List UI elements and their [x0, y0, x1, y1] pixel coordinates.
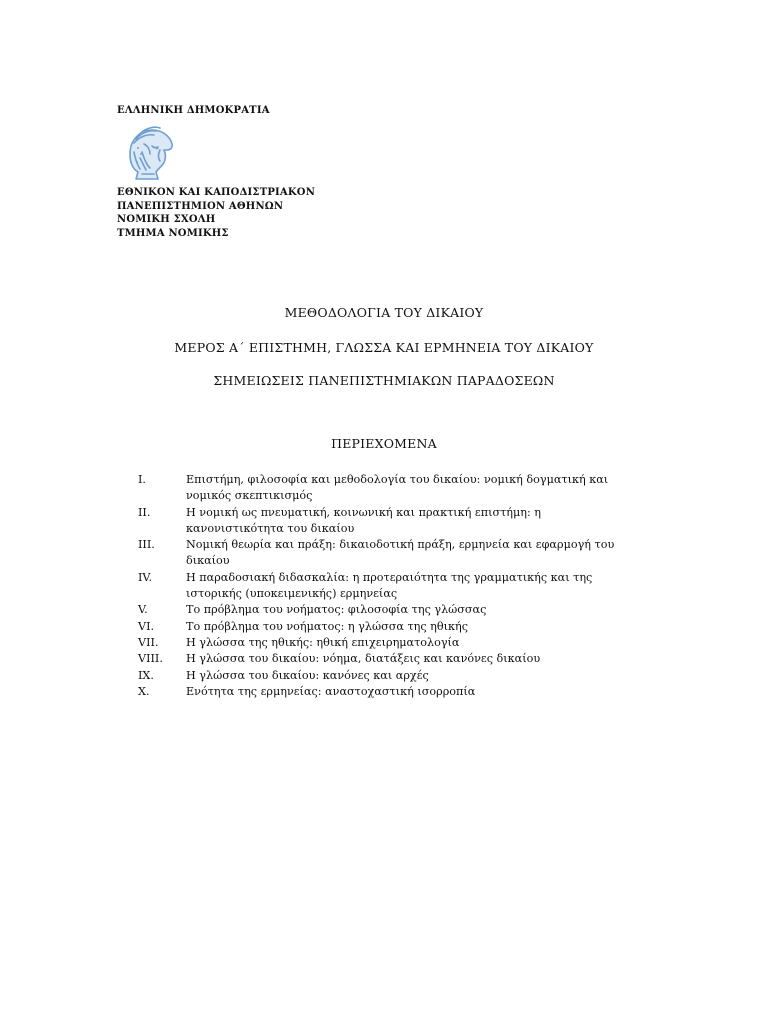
institution-line: ΠΑΝΕΠΙΣΤΗΜΙΟΝ ΑΘΗΝΩΝ: [117, 200, 284, 212]
toc-item: [138, 570, 618, 603]
toc-number: IV.: [138, 570, 153, 584]
toc-title: Επιστήμη, φιλοσοφία και μεθοδολογία του δικαίου: νομική δογματική και νομικός σκεπτικισμός: [186, 473, 609, 503]
toc-title: Η παραδοσιακή διδασκαλία: η προτεραιότητα της γραμματικής και της ιστορικής (υποκειμενικής) ερμηνείας: [186, 570, 593, 601]
toc-number: I.: [138, 473, 146, 486]
notes-label: ΣΗΜΕΙΩΣΕΙΣ ΠΑΝΕΠΙΣΤΗΜΙΑΚΩΝ ΠΑΡΑΔΟΣΕΩΝ: [213, 373, 555, 388]
toc-item: [138, 668, 618, 684]
contents-heading: ΠΕΡΙΕΧΟΜΕΝΑ: [331, 436, 437, 451]
institution-block: [117, 186, 315, 240]
toc-number: VIII.: [138, 652, 163, 666]
toc-item: [138, 651, 618, 667]
toc-title: Η γλώσσα του δικαίου: νόημα, διατάξεις και κανόνες δικαίου: [186, 652, 541, 666]
institution-line: ΝΟΜΙΚΗ ΣΧΟΛΗ: [117, 214, 216, 225]
toc-number: VI.: [138, 619, 155, 633]
institution-line: ΕΘΝΙΚΟΝ ΚΑΙ ΚΑΠΟΔΙΣΤΡΙΑΚΟΝ: [117, 187, 316, 198]
toc-item: [138, 619, 618, 635]
toc-number: III.: [138, 538, 155, 552]
toc-number: V.: [138, 603, 148, 617]
toc-item: [138, 472, 618, 505]
toc-title: Η νομική ως πνευματική, κοινωνική και πρακτική επιστήμη: η κανονιστικότητα του δικαίου: [186, 505, 541, 535]
toc-title: Το πρόβλημα του νοήματος: η γλώσσα της ηθικής: [186, 619, 468, 633]
toc-number: X.: [138, 684, 150, 698]
toc-item: [138, 537, 618, 570]
toc-title: Νομική θεωρία και πράξη: δικαιοδοτική πράξη, ερμηνεία και εφαρμογή του δικαίου: [186, 538, 615, 568]
toc-title: Το πρόβλημα του νοήματος: φιλοσοφία της γλώσσας: [186, 603, 487, 617]
toc-title: Ενότητα της ερμηνείας: αναστοχαστική ισορροπία: [186, 684, 476, 698]
toc-title: Η γλώσσα της ηθικής: ηθική επιχειρηματολογία: [186, 635, 460, 649]
document-title: ΜΕΘΟΔΟΛΟΓΙΑ ΤΟΥ ΔΙΚΑΙΟΥ: [284, 305, 484, 320]
toc-item: [138, 505, 618, 538]
toc-item: [138, 602, 618, 618]
document-subtitle: ΜΕΡΟΣ Α΄ ΕΠΙΣΤΗΜΗ, ΓΛΩΣΣΑ ΚΑΙ ΕΡΜΗΝΕΙΑ ΤΟΥ ΔΙΚΑΙΟΥ: [174, 340, 594, 355]
toc-number: VII.: [138, 635, 159, 649]
toc-title: Η γλώσσα του δικαίου: κανόνες και αρχές: [186, 668, 429, 682]
toc-item: [138, 684, 618, 700]
toc-number: II.: [138, 505, 151, 519]
table-of-contents: [138, 472, 618, 700]
toc-number: IX.: [138, 668, 154, 682]
athena-head-logo-icon: [120, 124, 176, 182]
toc-item: [138, 635, 618, 651]
republic-label: ΕΛΛΗΝΙΚΗ ΔΗΜΟΚΡΑΤΙΑ: [117, 105, 270, 116]
institution-line: ΤΜΗΜΑ ΝΟΜΙΚΗΣ: [117, 227, 229, 239]
